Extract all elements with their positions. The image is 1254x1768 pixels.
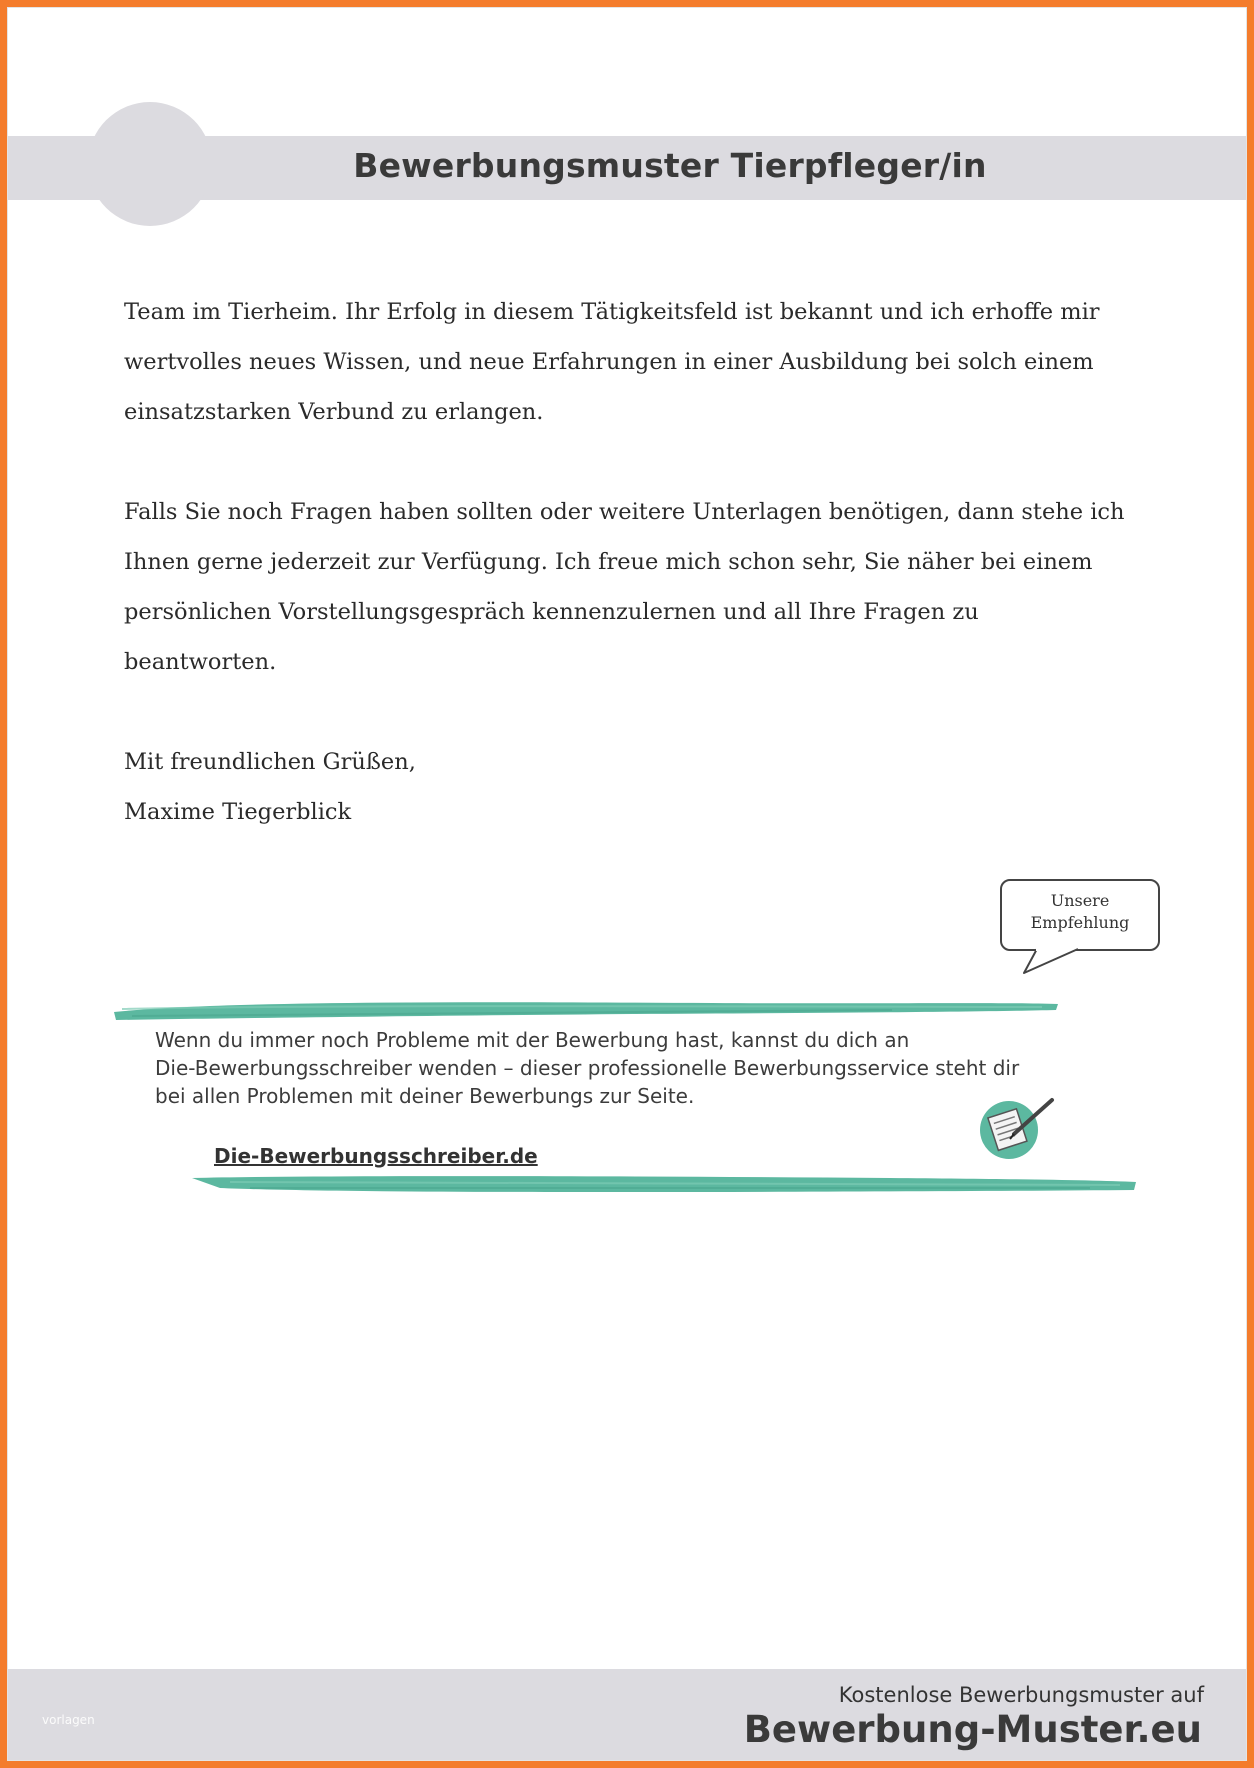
bubble-text xyxy=(1002,890,1158,934)
letter-paragraph-1: Team im Tierheim. Ihr Erfolg in diesem Tätigkeitsfeld ist bekannt und ich erhoffe mir wertvolles neues Wissen, und neue Erfahrungen in einer Ausbildung bei solch einem einsatzstarken Verbund zu erlangen. xyxy=(124,299,1100,425)
brush-stroke-top xyxy=(112,996,1062,1024)
recommendation-line-3: bei allen Problemen mit deiner Bewerbungs zur Seite. xyxy=(155,1084,695,1108)
recommendation-line-1: Wenn du immer noch Probleme mit der Bewerbung hast, kannst du dich an xyxy=(155,1028,910,1052)
footer-brand[interactable]: Bewerbung-Muster.eu xyxy=(743,1708,1202,1751)
document-pen-icon xyxy=(976,1094,1062,1160)
recommendation-text xyxy=(155,1026,1115,1110)
bewerbungsschreiber-link[interactable]: Die-Bewerbungsschreiber.de xyxy=(214,1144,538,1168)
footer-tagline: Kostenlose Bewerbungsmuster auf xyxy=(838,1683,1204,1707)
bubble-line-2: Empfehlung xyxy=(1030,913,1130,932)
letter-signature: Maxime Tiegerblick xyxy=(124,799,352,825)
bubble-tail-icon xyxy=(1020,947,1080,977)
page-title: Bewerbungsmuster Tierpfleger/in xyxy=(353,146,987,185)
letter-closing: Mit freundlichen Grüßen, xyxy=(124,749,416,775)
letter-paragraph-2: Falls Sie noch Fragen haben sollten oder weitere Unterlagen benötigen, dann stehe ich Ihnen gerne jederzeit zur Verfügung. Ich freue mich schon sehr, Sie näher bei einem persönlichen Vorstellungsgespräch kennenzulernen und all Ihre Fragen zu beantworten. xyxy=(124,499,1125,675)
brush-stroke-bottom xyxy=(190,1172,1140,1198)
header-circle-decoration xyxy=(88,102,212,226)
recommendation-bubble xyxy=(1000,879,1160,951)
watermark-text: vorlagen xyxy=(42,1713,95,1727)
bubble-line-1: Unsere xyxy=(1050,891,1110,910)
recommendation-line-2: Die-Bewerbungsschreiber wenden – dieser professionelle Bewerbungsservice steht dir xyxy=(155,1056,1020,1080)
